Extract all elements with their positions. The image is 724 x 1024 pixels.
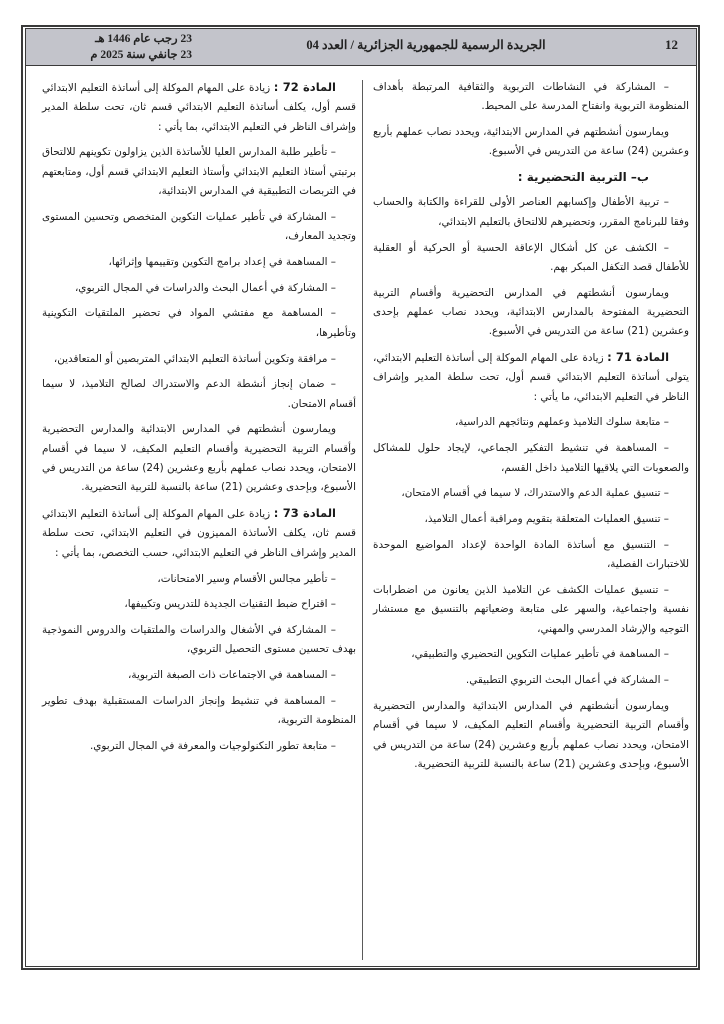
page-header	[26, 29, 696, 66]
list-item: – متابعة سلوك التلاميذ وعملهم ونتائجهم الدراسية،	[454, 416, 669, 429]
list-item: – المساهمة في الاجتماعات ذات الصبغة التربوية،	[128, 669, 336, 682]
list-item: – تنسيق العمليات المتعلقة بتقويم ومراقبة أعمال التلاميذ،	[424, 513, 669, 526]
paragraph: ويمارسون أنشطتهم في المدارس الابتدائية، ويحدد نصاب عملهم بأربع وعشرين (24) ساعة من التدريس في الأسبوع.	[373, 126, 689, 158]
list-item: – تأطير مجالس الأقسام وسير الامتحانات،	[157, 572, 336, 585]
list-item: – مرافقة وتكوين أساتذة التعليم الابتدائي المتربصين أو المتعاقدين،	[53, 352, 336, 365]
list-item: – المشاركة في أعمال البحث والدراسات في المجال التربوي،	[74, 281, 336, 294]
list-item: – تربية الأطفال وإكسابهم العناصر الأولى للقراءة والكتابة والحساب وفقا للبرنامج المقرر، وتحضيرهم للالتحاق بالتعليم الابتدائي،	[373, 196, 689, 228]
column-divider	[362, 80, 363, 960]
paragraph: ويمارسون أنشطتهم في المدارس الابتدائية والمدارس التحضيرية وأقسام التربية التحضيرية وأقسام التعليم المكيف، لا سيما في أقسام الامتحان، ويحدد نصاب عملهم بأربع وعشرين (24) ساعة من التدريس في الأسبوع، وبإحدى وعشرين (21) ساعة بالنسبة للتربية التحضيرية.	[373, 700, 689, 770]
list-item: – المشاركة في الأشغال والدراسات والملتقيات والدروس النموذجية بهدف تحسين مستوى التحصيل التربوي،	[42, 624, 356, 656]
date-hijri: 23 رجب عام 1446 هـ	[95, 33, 192, 45]
article-73	[42, 504, 356, 563]
list-item: – التنسيق مع أساتذة المادة الواحدة لإعداد المواضيع الموحدة للاختبارات الفصلية،	[373, 538, 689, 571]
list-item: – تنسيق عمليات الكشف عن التلاميذ الذين يعانون من اضطرابات نفسية واجتماعية، والسهر على متابعة وضعياتهم بالتنسيق مع مستشار التوجيه والإرشاد المدرسي والمهني،	[373, 584, 689, 635]
list-item: – تأطير طلبة المدارس العليا للأساتذة الذين يزاولون تكوينهم للالتحاق برتبتي أستاذ التعليم الابتدائي وأستاذ التعليم الابتدائي قسم أول، ومتابعتهم في التربصات التطبيقية في المدارس الابتدائية،	[42, 146, 356, 197]
journal-title: الجريدة الرسمية للجمهورية الجزائرية / العدد 04	[306, 38, 546, 52]
article-71-text: زيادة على المهام الموكلة إلى أساتذة التعليم الابتدائي، يتولى أساتذة التعليم الابتدائي قسم أول، تحت سلطة المدير وإشراف الناظر في التعليم الابتدائي، ما يأتي :	[373, 352, 689, 403]
right-column	[373, 78, 689, 781]
list-item: – تنسيق عملية الدعم والاستدراك، لا سيما في أقسام الامتحان،	[401, 487, 669, 500]
left-column	[42, 78, 356, 763]
paragraph: – المشاركة في النشاطات التربوية والثقافية المرتبطة بأهداف المنظومة التربوية وانفتاح المدرسة على المحيط.	[373, 81, 689, 113]
paragraph: ويمارسون أنشطتهم في المدارس التحضيرية وأقسام التربية التحضيرية المفتوحة بالمدارس الابتدائية، ويحدد نصاب عملهم بإحدى وعشرين (21) ساعة من التدريس في الأسبوع.	[373, 286, 689, 338]
list-item: – المساهمة في تنشيط وإنجاز الدراسات المستقبلية بهدف تطوير المنظومة التربوية،	[42, 695, 356, 727]
list-item: – المشاركة في أعمال البحث التربوي التطبيقي.	[465, 674, 669, 687]
list-item: – المساهمة مع مفتشي المواد في تحضير الملتقيات التكوينية وتأطيرها،	[42, 307, 356, 339]
article-72-label: المادة 72 :	[273, 80, 337, 94]
list-item: – المساهمة في إعداد برامج التكوين وتقييمها وإثرائها،	[108, 255, 336, 268]
list-item: – المساهمة في تنشيط التفكير الجماعي، لإيجاد حلول للمشاكل والصعوبات التي يلاقيها التلاميذ داخل القسم،	[373, 442, 689, 474]
article-71	[373, 348, 689, 407]
article-71-label: المادة 71 :	[607, 350, 670, 365]
paragraph: ويمارسون أنشطتهم في المدارس الابتدائية والمدارس التحضيرية وأقسام التربية التحضيرية وأقسام التعليم المكيف، لا سيما في أقسام الامتحان، ويحدد نصاب عملهم بأربع وعشرين (24) ساعة من التدريس في الأسبوع، وبإحدى وعشرين (21) ساعة بالنسبة للتربية التحضيرية.	[42, 423, 356, 494]
list-item: – ضمان إنجاز أنشطة الدعم والاستدراك لصالح التلاميذ، لا سيما أقسام الامتحان.	[42, 378, 356, 410]
section-heading-preschool: ب– التربية التحضيرية :	[517, 170, 649, 185]
issue-date	[32, 31, 192, 63]
list-item: – اقتراح ضبط التقنيات الجديدة للتدريس وتكييفها،	[124, 598, 336, 611]
article-72-text: زيادة على المهام الموكلة إلى أساتذة التعليم الابتدائي قسم أول، يكلف أساتذة التعليم الابتدائي قسم ثان، تحت سلطة المدير وإشراف الناظر في التعليم الابتدائي، بما يأتي :	[42, 82, 356, 133]
date-gregorian: 23 جانفي سنة 2025 م	[90, 49, 192, 61]
list-item: – متابعة تطور التكنولوجيات والمعرفة في المجال التربوي.	[89, 740, 336, 753]
article-73-text: زيادة على المهام الموكلة إلى أساتذة التعليم الابتدائي قسم ثان، يكلف الأساتذة المميزون في التعليم الابتدائي، تحت سلطة المدير وإشراف الناظر في التعليم الابتدائي، حسب التخصص، بما يأتي :	[42, 508, 356, 559]
list-item: – المساهمة في تأطير عمليات التكوين التحضيري والتطبيقي،	[411, 648, 669, 661]
list-item: – الكشف عن كل أشكال الإعاقة الحسية أو الحركية أو العقلية للأطفال قصد التكفل المبكر بهم.	[373, 241, 689, 273]
page-number: 12	[665, 37, 678, 52]
article-73-label: المادة 73 :	[273, 506, 337, 521]
list-item: – المشاركة في تأطير عمليات التكوين المتخصص وتحسين المستوى وتجديد المعارف،	[42, 210, 356, 243]
article-72	[42, 78, 356, 137]
